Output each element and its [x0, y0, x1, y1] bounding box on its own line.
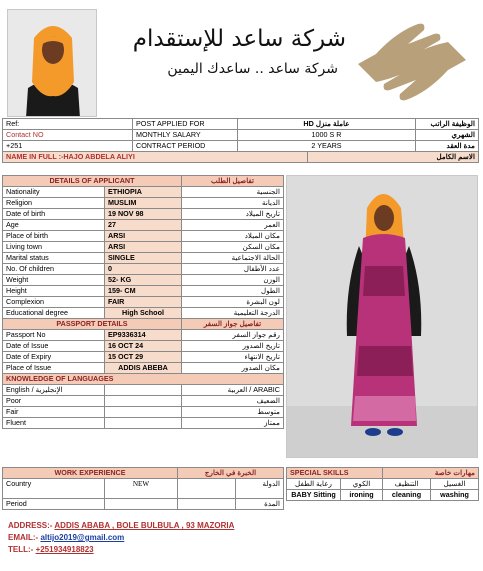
english-value-cell: [105, 385, 182, 396]
language-level-label-ar: متوسط: [182, 407, 284, 418]
applicant-field-label: Date of birth: [3, 209, 105, 220]
period-label: Period: [3, 499, 105, 510]
skill-header-ar: الكوي: [341, 479, 383, 490]
skills-section-title-ar: مهارات خاصة: [383, 468, 479, 479]
applicant-field-value: 52- KG: [105, 275, 182, 286]
passport-field-value: ADDIS ABEBA: [105, 363, 182, 374]
applicant-field-label-ar: الديانة: [182, 198, 284, 209]
ref-label: Ref:: [3, 119, 133, 130]
applicant-field-label-ar: مكان السكن: [182, 242, 284, 253]
full-name: NAME IN FULL :-HAJO ABDELA ALIYI: [3, 152, 308, 163]
post-applied-label: POST APPLIED FOR: [133, 119, 238, 130]
skill-item: cleaning: [383, 490, 431, 501]
applicant-field-label: Living town: [3, 242, 105, 253]
applicant-field-label-ar: الطول: [182, 286, 284, 297]
language-level-value: [105, 407, 182, 418]
applicant-field-value: FAIR: [105, 297, 182, 308]
special-skills-table: [286, 467, 479, 501]
applicant-field-label-ar: تاريخ الميلاد: [182, 209, 284, 220]
applicant-field-value: MUSLIM: [105, 198, 182, 209]
passport-row: [3, 341, 284, 352]
applicant-field-label-ar: عدد الأطفال: [182, 264, 284, 275]
applicant-field-label: Religion: [3, 198, 105, 209]
language-level-label: Poor: [3, 396, 105, 407]
top-info-table: [2, 118, 479, 163]
salary-ar: الشهري: [416, 130, 479, 141]
applicant-row: [3, 209, 284, 220]
applicant-field-value: 27: [105, 220, 182, 231]
contract-period-label: CONTRACT PERIOD: [133, 141, 238, 152]
language-level-label-ar: الضعيف: [182, 396, 284, 407]
applicant-field-label: Marital status: [3, 253, 105, 264]
passport-field-label: Passport No: [3, 330, 105, 341]
language-level-row: [3, 418, 284, 429]
applicant-field-value: High School: [105, 308, 182, 319]
applicant-row: [3, 187, 284, 198]
language-level-label: Fluent: [3, 418, 105, 429]
email-label: EMAIL:-: [8, 533, 39, 542]
applicant-full-body-photo: [286, 175, 478, 458]
address-label: ADDRESS:-: [8, 521, 53, 530]
applicant-field-value: SINGLE: [105, 253, 182, 264]
company-logo-hands-icon: [356, 14, 468, 110]
passport-field-label: Date of Issue: [3, 341, 105, 352]
post-applied-value: HD عاملة منزل: [238, 119, 416, 130]
address-line: [8, 521, 234, 530]
applicant-row: [3, 308, 284, 319]
language-level-value: [105, 396, 182, 407]
applicant-field-label-ar: مكان الميلاد: [182, 231, 284, 242]
applicant-field-label-ar: الجنسية: [182, 187, 284, 198]
applicant-field-label: Educational degree: [3, 308, 105, 319]
period-value: [105, 499, 178, 510]
language-level-row: [3, 407, 284, 418]
contact-label: Contact NO: [3, 130, 133, 141]
applicant-row: [3, 297, 284, 308]
company-tagline: شركة ساعد .. ساعدك اليمين: [167, 61, 338, 77]
applicant-field-label-ar: لون البشرة: [182, 297, 284, 308]
skills-section-title: SPECIAL SKILLS: [287, 468, 383, 479]
applicant-details-table: [2, 175, 284, 429]
applicant-field-label: No. Of children: [3, 264, 105, 275]
passport-row: [3, 363, 284, 374]
applicant-row: [3, 286, 284, 297]
passport-row: [3, 330, 284, 341]
tell-line: [8, 545, 94, 554]
applicant-row: [3, 275, 284, 286]
arabic-label: ARABIC / العربية: [182, 385, 284, 396]
passport-field-label-ar: مكان الصدور: [182, 363, 284, 374]
work-experience-table: [2, 467, 284, 510]
country-label: Country: [3, 479, 105, 499]
applicant-row: [3, 253, 284, 264]
passport-field-label: Place of Issue: [3, 363, 105, 374]
applicant-section-title: DETAILS OF APPLICANT: [3, 176, 182, 187]
applicant-row: [3, 231, 284, 242]
applicant-field-value: 159- CM: [105, 286, 182, 297]
skill-header-ar: الغسيل: [431, 479, 479, 490]
salary-label: MONTHLY SALARY: [133, 130, 238, 141]
applicant-portrait-photo: [7, 9, 97, 117]
languages-section-title: KNOWLEDGE OF LANGUAGES: [3, 374, 284, 385]
language-level-label: Fair: [3, 407, 105, 418]
skill-item: BABY Sitting: [287, 490, 341, 501]
passport-field-label-ar: تاريخ الانتهاء: [182, 352, 284, 363]
language-level-label-ar: ممتاز: [182, 418, 284, 429]
country-ar: الدولة: [236, 479, 284, 499]
language-level-row: [3, 396, 284, 407]
applicant-row: [3, 264, 284, 275]
passport-section-title-ar: تفاصيل جواز السفر: [182, 319, 284, 330]
applicant-row: [3, 220, 284, 231]
applicant-field-label: Nationality: [3, 187, 105, 198]
applicant-field-label: Weight: [3, 275, 105, 286]
applicant-row: [3, 198, 284, 209]
skill-item: washing: [431, 490, 479, 501]
full-name-ar: الاسم الكامل: [308, 152, 479, 163]
applicant-row: [3, 242, 284, 253]
applicant-field-label: Complexion: [3, 297, 105, 308]
salary-value: 1000 S R: [238, 130, 416, 141]
applicant-section-title-ar: تفاصيل الطلب: [182, 176, 284, 187]
country-blank: [178, 479, 236, 499]
tell-label: TELL:-: [8, 545, 34, 554]
applicant-field-value: 0: [105, 264, 182, 275]
phone-prefix: +251: [3, 141, 133, 152]
skill-item: ironing: [341, 490, 383, 501]
applicant-field-label: Height: [3, 286, 105, 297]
applicant-field-label-ar: الدرجة التعليمية: [182, 308, 284, 319]
period-ar: المدة: [236, 499, 284, 510]
applicant-field-label: Place of birth: [3, 231, 105, 242]
company-name: شركة ساعد للإستقدام: [132, 26, 346, 52]
applicant-field-label-ar: الحالة الاجتماعية: [182, 253, 284, 264]
applicant-field-label-ar: الوزن: [182, 275, 284, 286]
skill-header-ar: التنظيف: [383, 479, 431, 490]
contract-period-ar: مدة العقد: [416, 141, 479, 152]
address-value: ADDIS ABABA , BOLE BULBULA , 93 MAZORIA: [54, 521, 235, 530]
english-label: English / الإنجليزية: [3, 385, 105, 396]
work-section-title: WORK EXPERIENCE: [3, 468, 178, 479]
applicant-field-value: 19 NOV 98: [105, 209, 182, 220]
passport-row: [3, 352, 284, 363]
contract-period-value: 2 YEARS: [238, 141, 416, 152]
passport-field-value: 15 OCT 29: [105, 352, 182, 363]
applicant-field-value: ARSI: [105, 231, 182, 242]
applicant-field-label-ar: العمر: [182, 220, 284, 231]
passport-field-value: EP9336314: [105, 330, 182, 341]
applicant-field-label: Age: [3, 220, 105, 231]
country-value: NEW: [105, 479, 178, 499]
work-section-title-ar: الخبرة في الخارج: [178, 468, 284, 479]
post-applied-ar: الوظيفة الراتب: [416, 119, 479, 130]
passport-field-label: Date of Expiry: [3, 352, 105, 363]
passport-field-label-ar: تاريخ الصدور: [182, 341, 284, 352]
email-line: [8, 533, 124, 542]
language-level-value: [105, 418, 182, 429]
period-blank: [178, 499, 236, 510]
applicant-field-value: ETHIOPIA: [105, 187, 182, 198]
applicant-field-value: ARSI: [105, 242, 182, 253]
passport-field-label-ar: رقم جواز السفر: [182, 330, 284, 341]
tell-value: +251934918823: [35, 545, 94, 554]
passport-section-title: PASSPORT DETAILS: [3, 319, 182, 330]
passport-field-value: 16 OCT 24: [105, 341, 182, 352]
skill-header-ar: رعاية الطفل: [287, 479, 341, 490]
email-link[interactable]: altijo2019@gmail.com: [40, 533, 125, 542]
